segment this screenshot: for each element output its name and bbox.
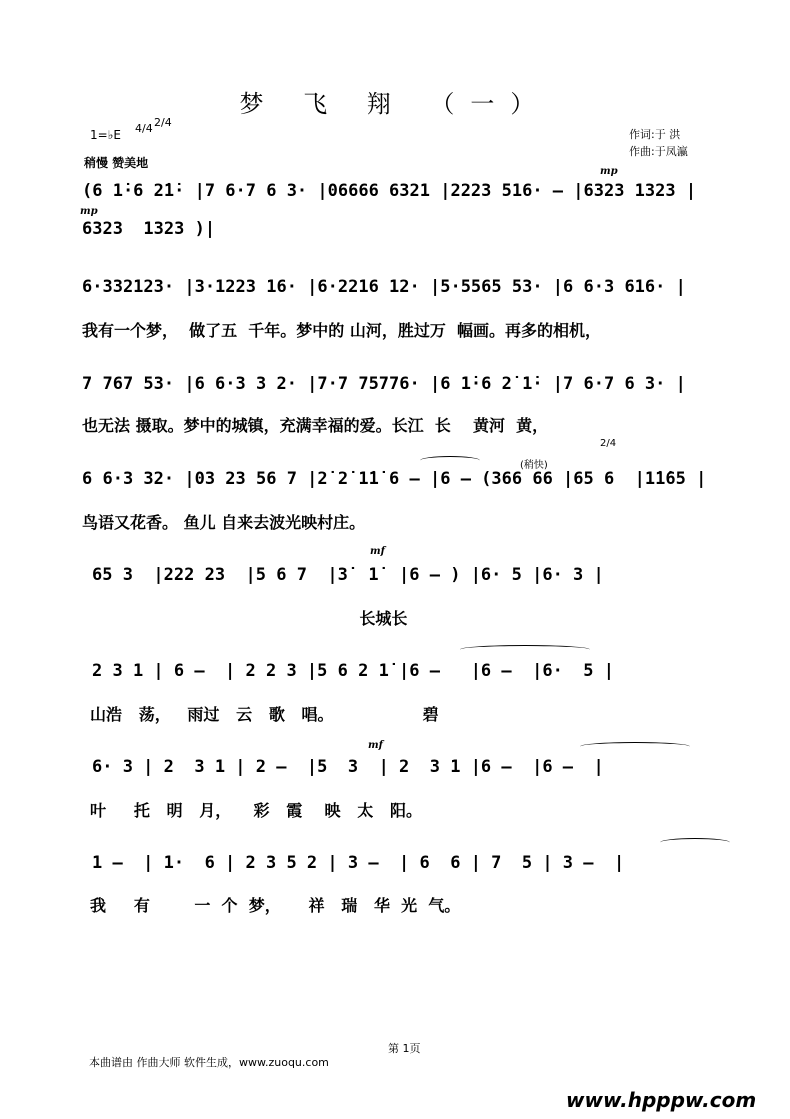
notation-row-9: 1 – | 1· 6 | 2 3 5 2 | 3 – | 6 6 | 7 5 | 3 – | <box>92 853 625 873</box>
tie-arc <box>420 456 480 465</box>
notation-row-3: 6·332123· |3·1223 16· |6·2216 12· |5·5565 53· |6 6·3 616· | <box>82 277 686 297</box>
lyric-row-5: 鸟语又花香。 鱼儿 自来去波光映村庄。 <box>82 513 366 532</box>
page-number: 第 1页 <box>388 1042 421 1055</box>
lyric-row-8: 叶 托 明 月， 彩 霞 映 太 阳。 <box>90 801 422 820</box>
time-signature-1: 4/4 <box>135 122 153 135</box>
notation-row-8: 6· 3 | 2 3 1 | 2 – |5 3 | 2 3 1 |6 – |6 – | <box>92 757 604 777</box>
notation-row-6: 65 3 |222 23 |5 6 7 |3̇ 1̇ |6 – ) |6· 5 |6· 3 | <box>92 565 604 585</box>
song-title: 梦 飞 翔 （一） <box>239 90 551 118</box>
notation-row-2: 6323 1323 )| <box>82 219 216 239</box>
key-signature <box>90 116 172 142</box>
composer: 作曲:于凤瀛 <box>629 145 688 158</box>
credits <box>629 126 688 160</box>
dynamic-mf-2: mf <box>368 740 383 751</box>
notation-row-4: 7 767 53· |6 6·3 3 2· |7·7 75776· |6 1̇·6 2̇ 1̇· |7 6·7 6 3· | <box>82 374 686 394</box>
notation-row-7: 2 3 1 | 6 – | 2 2 3 |5 6 2 1̇ |6 – |6 – |6· 5 | <box>92 661 614 681</box>
dynamic-mf-1: mf <box>370 546 385 557</box>
dynamic-mp-2: mp <box>80 206 98 217</box>
tempo-marking: 稍慢 赞美地 <box>84 156 149 170</box>
lyric-row-3: 我有一个梦， 做了五 千年。梦中的 山河，胜过万 幅画。再多的相机， <box>82 321 601 340</box>
lyricist: 作词:于 洪 <box>629 128 681 141</box>
slur-arc <box>580 742 690 751</box>
dynamic-mp-1: mp <box>600 166 618 177</box>
slur-arc <box>460 645 590 654</box>
time-signature-change: 2/4 <box>600 438 617 449</box>
slur-arc <box>660 838 730 847</box>
key-label: 1=♭E <box>90 128 121 142</box>
tempo-change: (稍快) <box>520 460 548 471</box>
notation-row-5: 6 6·3 32· |03 23 56 7 |2̇ 2̇ 1̇1̇ 6 – |6 – (366 66 |65 6 |1̇1̇65 | <box>82 469 707 489</box>
site-watermark: www.hpppw.com <box>566 1088 757 1112</box>
software-footer: 本曲谱由 作曲大师 软件生成，www.zuoqu.com <box>89 1056 329 1069</box>
lyric-row-6: 长城长 <box>92 609 408 628</box>
notation-row-1: (6 1̇·6 2̇1̇· |7 6·7 6 3· |06666 6321 |2223 516· – |6323 1323 | <box>82 181 697 201</box>
lyric-row-7: 山浩 荡， 雨过 云 歌 唱。 碧 <box>90 705 439 724</box>
time-signature-2: 2/4 <box>154 116 172 129</box>
lyric-row-9: 我 有 一 个 梦， 祥 瑞 华 光 气。 <box>90 896 461 915</box>
lyric-row-4: 也无法 摄取。梦中的城镇，充满幸福的爱。长江 长 黄河 黄， <box>82 416 549 435</box>
